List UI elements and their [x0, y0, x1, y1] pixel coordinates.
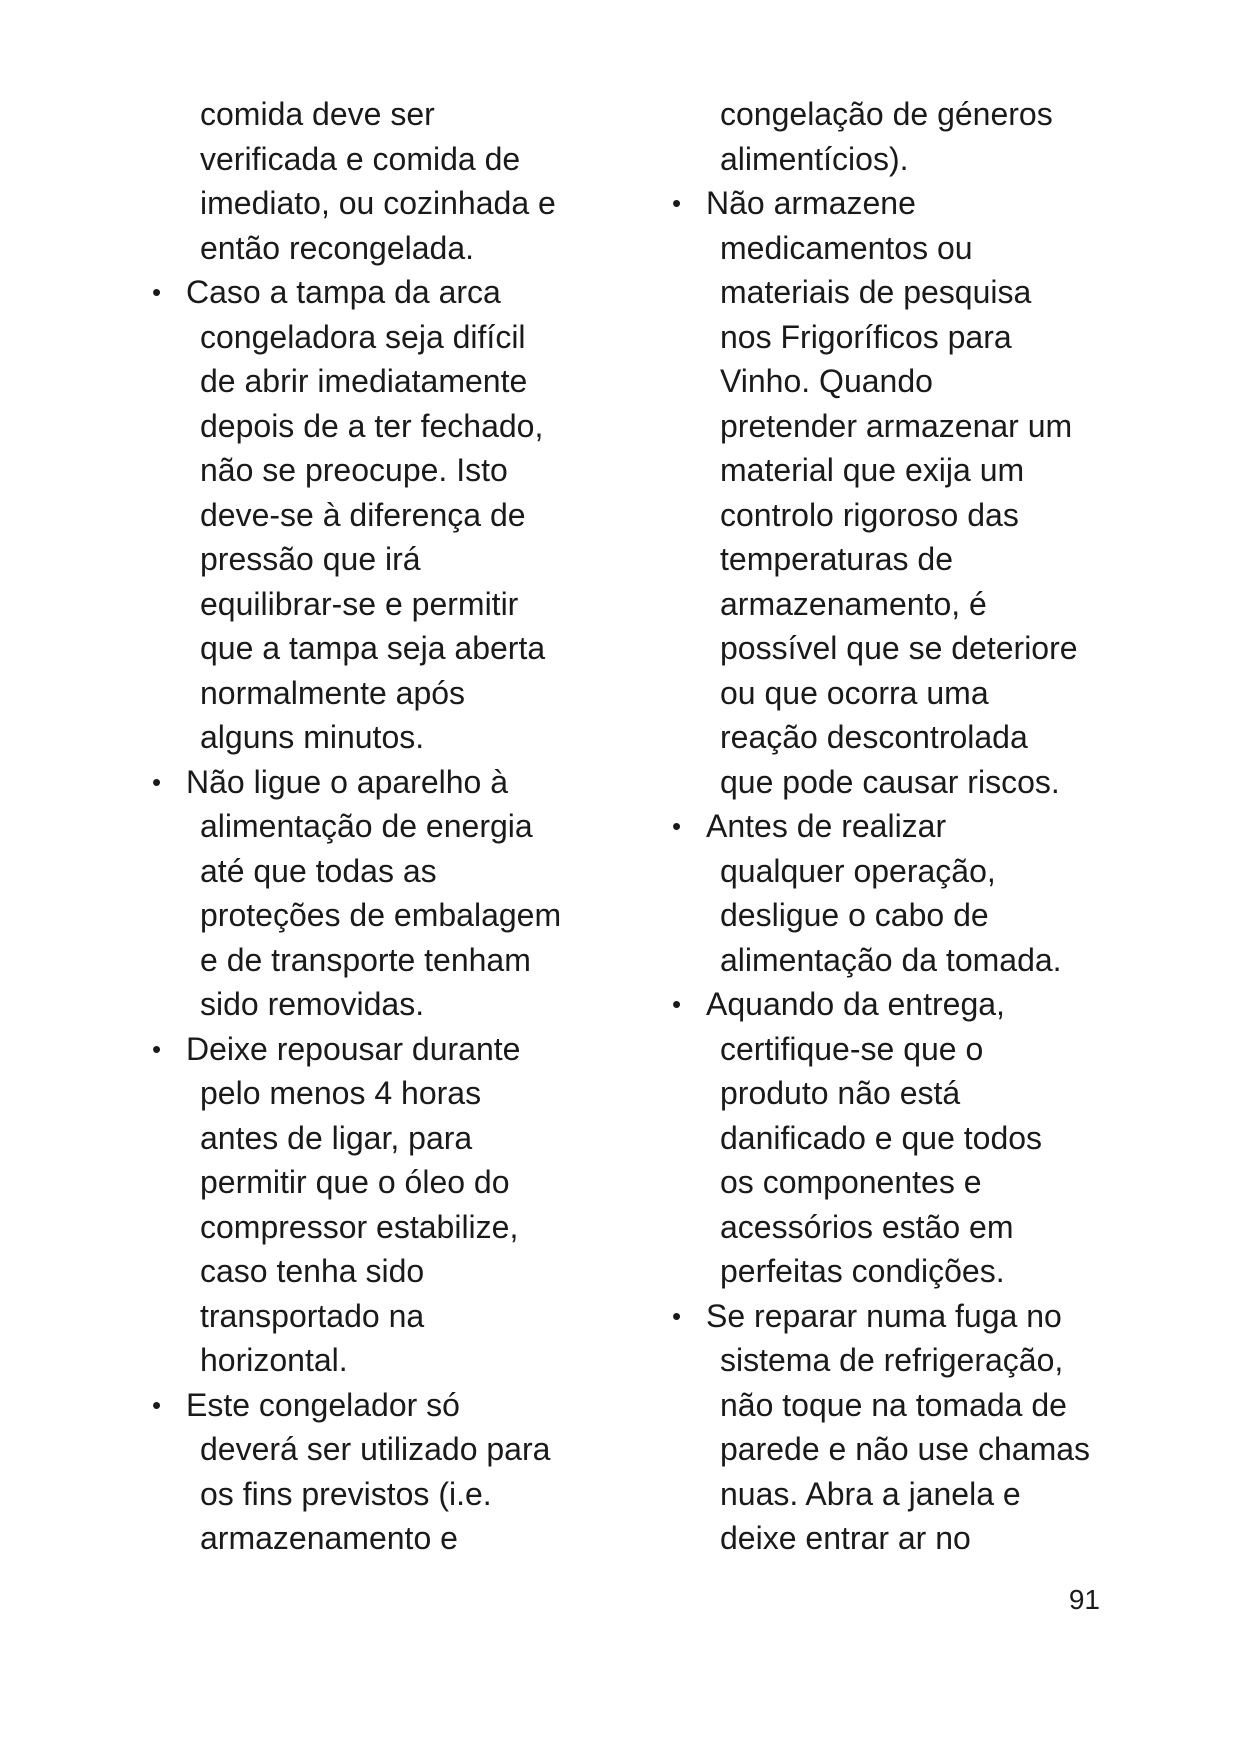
- line-text: deixe entrar ar no: [720, 1520, 971, 1556]
- text-line: [150, 1427, 590, 1472]
- line-text: alimentícios).: [720, 140, 909, 177]
- text-line: [670, 359, 1110, 404]
- bullet-icon: •: [152, 766, 162, 797]
- text-line: [670, 1249, 1110, 1294]
- line-text: controlo rigoroso das: [720, 496, 1019, 533]
- text-line: [670, 404, 1110, 449]
- line-text: de abrir imediatamente: [200, 363, 528, 399]
- line-text: perfeitas condições.: [720, 1253, 1005, 1289]
- text-line: [150, 493, 590, 538]
- text-line: [150, 181, 590, 226]
- text-line: [150, 537, 590, 582]
- bullet-icon: •: [672, 1300, 682, 1331]
- line-text: os componentes e: [720, 1164, 982, 1200]
- text-line: [670, 1383, 1110, 1428]
- line-text: certifique-se que o: [720, 1030, 984, 1067]
- text-line: [670, 493, 1110, 538]
- line-text: qualquer operação,: [720, 852, 996, 889]
- text-line: [670, 1160, 1110, 1205]
- text-line: [150, 448, 590, 493]
- line-text: não toque na tomada de: [720, 1386, 1067, 1423]
- bullet-list-item-start: [150, 270, 590, 315]
- text-line: [670, 1516, 1110, 1561]
- line-text: Aquando da entrega,: [706, 986, 1005, 1022]
- text-line: [150, 1249, 590, 1294]
- text-line: [150, 1472, 590, 1517]
- text-line: [150, 1071, 590, 1116]
- bullet-list-item-start: [670, 1294, 1110, 1339]
- line-text: transportado na: [200, 1297, 425, 1334]
- line-text: produto não está: [720, 1075, 961, 1111]
- line-text: sistema de refrigeração,: [720, 1342, 1064, 1378]
- line-text: congeladora seja difícil: [200, 318, 526, 355]
- bullet-list-item-start: [670, 804, 1110, 849]
- line-text: depois de a ter fechado,: [200, 407, 544, 444]
- line-text: deve-se à diferença de: [200, 496, 526, 533]
- line-text: alguns minutos.: [200, 719, 425, 755]
- text-line: [670, 92, 1110, 137]
- line-text: normalmente após: [200, 674, 466, 711]
- text-line: [670, 849, 1110, 894]
- bullet-list-item-start: [150, 1027, 590, 1072]
- line-text: Antes de realizar: [706, 808, 947, 844]
- text-line: [670, 226, 1110, 271]
- text-line: [150, 1294, 590, 1339]
- line-text: armazenamento e: [200, 1520, 458, 1556]
- text-line: [670, 715, 1110, 760]
- text-line: [670, 315, 1110, 360]
- text-line: [670, 938, 1110, 983]
- text-line: [150, 1116, 590, 1161]
- bullet-list-item-start: [670, 982, 1110, 1027]
- line-text: permitir que o óleo do: [200, 1164, 510, 1200]
- text-line: [670, 1205, 1110, 1250]
- text-line: [670, 137, 1110, 182]
- line-text: Se reparar numa fuga no: [706, 1297, 1062, 1334]
- line-text: Deixe repousar durante: [186, 1030, 521, 1067]
- line-text: armazenamento, é: [720, 585, 987, 622]
- line-text: ou que ocorra uma: [720, 674, 989, 711]
- bullet-list-item-start: [150, 1383, 590, 1428]
- line-text: e de transporte tenham: [200, 941, 531, 978]
- left-text-column: [150, 92, 590, 1561]
- line-text: desligue o cabo de: [720, 897, 989, 933]
- line-text: Não ligue o aparelho à: [186, 763, 509, 800]
- line-text: não se preocupe. Isto: [200, 452, 508, 488]
- line-text: congelação de géneros: [720, 96, 1053, 132]
- text-line: [670, 1472, 1110, 1517]
- text-line: [150, 404, 590, 449]
- line-text: pelo menos 4 horas: [200, 1075, 482, 1111]
- line-text: os fins previstos (i.e.: [200, 1475, 492, 1512]
- text-line: [670, 760, 1110, 805]
- text-line: [670, 448, 1110, 493]
- bullet-icon: •: [152, 277, 162, 307]
- line-text: medicamentos ou: [720, 229, 973, 266]
- line-text: Não armazene: [706, 185, 916, 221]
- line-text: materiais de pesquisa: [720, 274, 1032, 310]
- text-line: [150, 137, 590, 182]
- bullet-list-item-start: [150, 760, 590, 805]
- text-line: [150, 893, 590, 938]
- line-text: Vinho. Quando: [720, 363, 933, 399]
- line-text: alimentação da tomada.: [720, 941, 1062, 978]
- text-line: [150, 938, 590, 983]
- text-line: [150, 1205, 590, 1250]
- line-text: proteções de embalagem: [200, 897, 562, 933]
- text-line: [150, 92, 590, 137]
- page-number: 91: [1068, 1584, 1100, 1615]
- line-text: caso tenha sido: [200, 1253, 425, 1289]
- line-text: verificada e comida de: [200, 140, 521, 177]
- line-text: material que exija um: [720, 452, 1025, 488]
- text-line: [150, 626, 590, 671]
- line-text: Caso a tampa da arca: [186, 274, 501, 310]
- text-line: [150, 671, 590, 716]
- line-text: nuas. Abra a janela e: [720, 1475, 1021, 1512]
- line-text: comida deve ser: [200, 96, 435, 132]
- line-text: imediato, ou cozinhada e: [200, 185, 556, 221]
- text-line: [670, 1427, 1110, 1472]
- text-line: [150, 1338, 590, 1383]
- text-line: [670, 1071, 1110, 1116]
- line-text: parede e não use chamas: [720, 1431, 1091, 1467]
- line-text: compressor estabilize,: [200, 1208, 519, 1245]
- line-text: reação descontrolada: [720, 719, 1028, 755]
- text-line: [150, 804, 590, 849]
- text-line: [670, 1116, 1110, 1161]
- line-text: que pode causar riscos.: [720, 763, 1060, 800]
- line-text: pressão que irá: [200, 541, 421, 577]
- line-text: sido removidas.: [200, 986, 425, 1022]
- text-line: [670, 537, 1110, 582]
- bullet-icon: •: [152, 1033, 162, 1064]
- line-text: acessórios estão em: [720, 1208, 1014, 1245]
- text-line: [150, 982, 590, 1027]
- line-text: até que todas as: [200, 852, 437, 889]
- text-line: [150, 359, 590, 404]
- bullet-list-item-start: [670, 181, 1110, 226]
- line-text: equilibrar-se e permitir: [200, 585, 519, 622]
- text-line: [670, 270, 1110, 315]
- text-line: [150, 849, 590, 894]
- line-text: antes de ligar, para: [200, 1119, 473, 1156]
- text-line: [670, 671, 1110, 716]
- text-line: [150, 715, 590, 760]
- text-line: [150, 1160, 590, 1205]
- bullet-icon: •: [152, 1389, 162, 1420]
- line-text: temperaturas de: [720, 541, 954, 577]
- line-text: então recongelada.: [200, 229, 474, 266]
- text-line: [150, 226, 590, 271]
- text-line: [150, 582, 590, 627]
- bullet-icon: •: [672, 989, 682, 1019]
- line-text: Este congelador só: [186, 1386, 460, 1423]
- line-text: danificado e que todos: [720, 1119, 1043, 1156]
- text-line: [670, 1027, 1110, 1072]
- line-text: horizontal.: [200, 1342, 348, 1378]
- text-line: [670, 626, 1110, 671]
- text-line: [150, 315, 590, 360]
- text-line: [150, 1516, 590, 1561]
- line-text: possível que se deteriore: [720, 630, 1078, 666]
- line-text: pretender armazenar um: [720, 407, 1073, 444]
- line-text: alimentação de energia: [200, 808, 533, 844]
- text-line: [670, 1338, 1110, 1383]
- bullet-icon: •: [672, 811, 682, 841]
- line-text: nos Frigoríficos para: [720, 318, 1012, 355]
- bullet-icon: •: [672, 188, 682, 218]
- text-line: [670, 893, 1110, 938]
- line-text: que a tampa seja aberta: [200, 630, 546, 666]
- line-text: deverá ser utilizado para: [200, 1431, 551, 1467]
- right-text-column: [670, 92, 1110, 1561]
- text-line: [670, 582, 1110, 627]
